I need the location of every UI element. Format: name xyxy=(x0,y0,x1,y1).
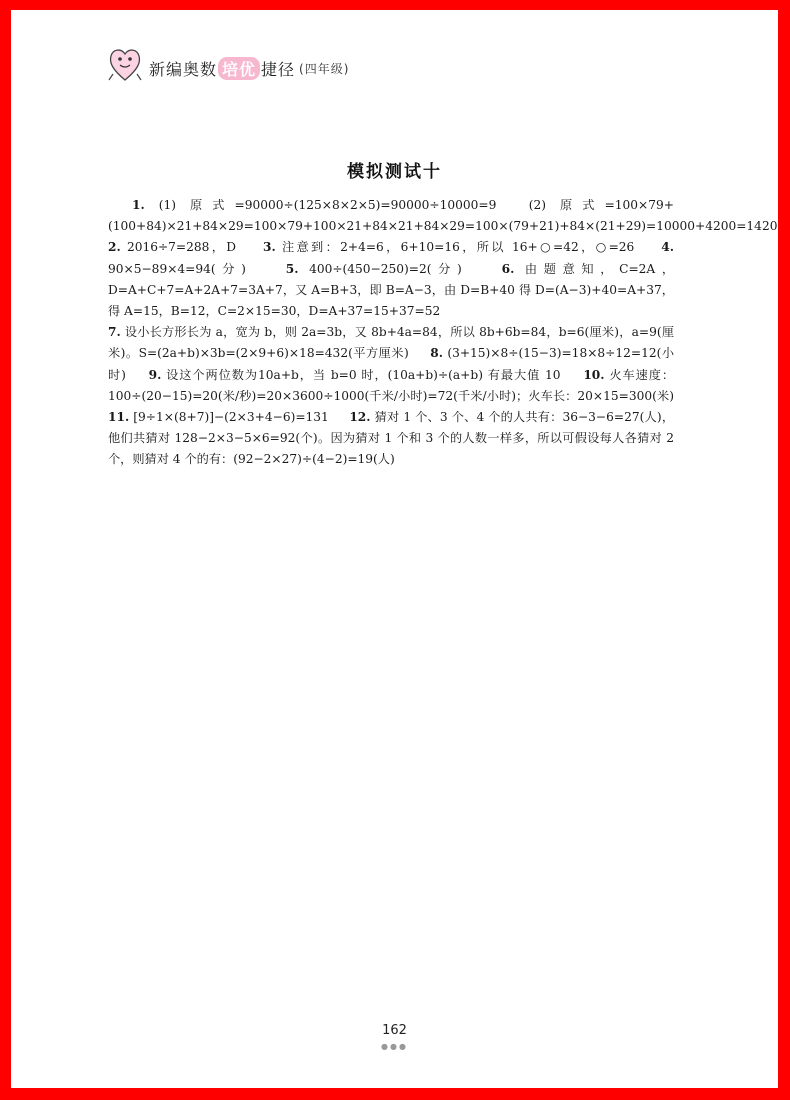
answer-text xyxy=(108,195,786,471)
series-title-part1: 新编奥数 xyxy=(149,60,218,79)
answer-number: 12. xyxy=(349,410,371,425)
series-title-highlight: 培优 xyxy=(218,57,260,80)
answer-number: 2. xyxy=(108,240,121,255)
answer-body: 设小长方形长为 a，宽为 b，则 2a=3b，又 8b+4a=84，所以 8b+6b=84，b=6(厘米)，a=9(厘米)。S=(2a+b)×3b=(2×9+6)×18=432(平方厘米) xyxy=(108,325,675,361)
answer-body: 火车速度：100÷(20−15)=20(米/秒)=20×3600÷1000(千米/小时)=72(千米/小时)；火车长：20×15=300(米) xyxy=(108,367,675,403)
answer-body: [9÷1×(8+7)]−(2×3+4−6)=131 xyxy=(133,410,329,425)
answer-number: 6. xyxy=(501,261,515,276)
series-title-part2: 捷径 xyxy=(261,60,296,79)
answer-paragraph-2 xyxy=(108,322,674,470)
answer-number: 11. xyxy=(108,410,130,425)
answer-number: 4. xyxy=(661,240,675,255)
answer-body: 400÷(450−250)=2(分) xyxy=(309,261,462,276)
answer-number: 1. xyxy=(132,198,145,212)
series-title xyxy=(149,57,349,84)
answer-body: 设这个两位数为10a+b，当 b=0 时，(10a+b)÷(a+b) 有最大值 10 xyxy=(166,367,561,382)
answer-body: 2016÷7=288，D xyxy=(126,240,237,255)
footer-dots: ●●● xyxy=(381,1042,408,1051)
heart-mascot-icon xyxy=(107,44,143,84)
answer-body: 由题意知，C=2A，D=A+C+7=A+2A+7=3A+7，又 A=B+3，即 B=A−3，由 D=B+40 得 D=(A−3)+40=A+37，得 A=15，B=12，C=2×15=30，D=A+37=15+37=52 xyxy=(108,261,675,319)
answer-body: 猜对 1 个、3 个、4 个的人共有：36−3−6=27(人)，他们共猜对 128−2×3−5×6=92(个)。因为猜对 1 个和 3 个的人数一样多，所以可假设每人各猜对 2 个，则猜对 4 个的有：(92−2×27)÷(4−2)=19(人) xyxy=(108,410,675,467)
answer-body: 90×5−89×4=94(分) xyxy=(108,261,246,276)
answer-number: 9. xyxy=(148,367,162,382)
page-number: 162 xyxy=(382,1023,407,1038)
answer-body: (1) 原式=90000÷(125×8×2×5)=90000÷10000=9 (2) 原式=100×79+(100+84)×21+84×29=100×79+100×21+84×21+84×29=100×(79+21)+84×(21+29)=10000+4200=14200 xyxy=(108,198,786,234)
answer-body: (3+15)×8÷(15−3)=18×8÷12=12(小时) xyxy=(108,346,675,382)
grade-label: (四年级) xyxy=(299,62,350,76)
answer-number: 5. xyxy=(285,261,299,276)
answer-paragraph-1 xyxy=(108,195,786,322)
chapter-title: 模拟测试十 xyxy=(347,162,442,182)
answer-number: 10. xyxy=(583,367,605,382)
answer-number: 3. xyxy=(263,240,276,255)
running-header xyxy=(107,38,349,84)
book-page xyxy=(11,10,786,1088)
answer-number: 8. xyxy=(430,346,443,361)
answer-number: 7. xyxy=(108,325,121,340)
answer-body: 注意到：2+4=6，6+10=16，所以 16+○=42，○=26 xyxy=(281,240,635,255)
